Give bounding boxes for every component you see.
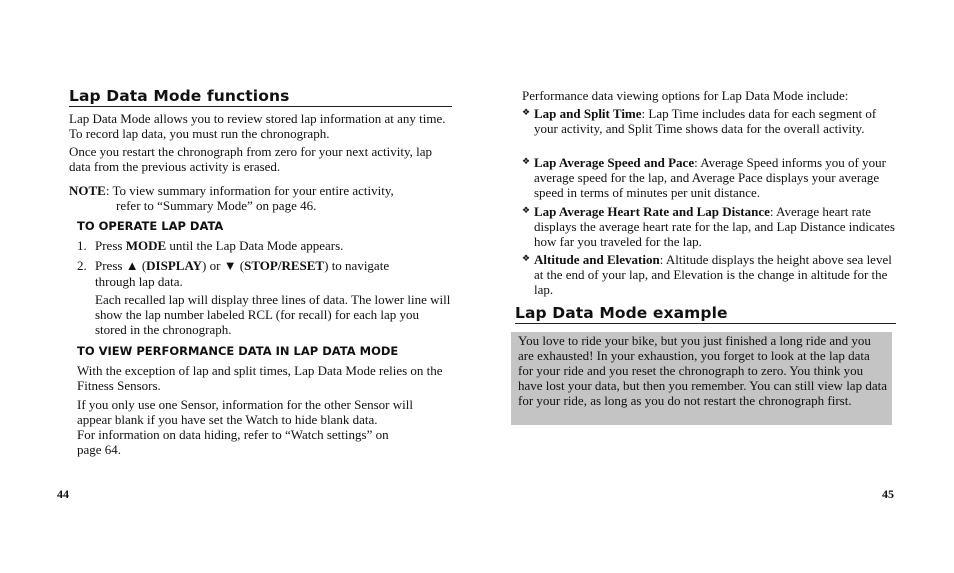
step-2-detail: Each recalled lap will display three lines of data. The lower line will show the lap number labeled RCL (for recall) for each lap you stored in the chronograph. bbox=[95, 292, 451, 337]
note-label: NOTE bbox=[69, 183, 106, 198]
display-key: DISPLAY bbox=[146, 258, 203, 273]
step-2-part-e: ) to navigate bbox=[324, 258, 390, 273]
paragraph-intro: Lap Data Mode allows you to review stored lap information at any time. To record lap data, you must run the chronograph. bbox=[69, 111, 446, 141]
diamond-bullet-icon: ❖ bbox=[522, 253, 531, 263]
bullet-lap-split-title: Lap and Split Time bbox=[534, 106, 642, 121]
paragraph-sensor-line-3: For information on data hiding, refer to “Watch settings” on bbox=[77, 427, 389, 442]
step-2-part-a: Press ▲ ( bbox=[95, 258, 147, 273]
bullet-lap-split-text: : Lap Time includes data for each segment of your activity, and Split Time shows data for the overall activity. bbox=[534, 106, 877, 136]
diamond-bullet-icon: ❖ bbox=[522, 205, 531, 215]
page-number-left: 44 bbox=[57, 487, 69, 501]
mode-key: MODE bbox=[125, 238, 167, 253]
step-1-number: 1. bbox=[77, 238, 87, 253]
section-heading-lap-data-example: Lap Data Mode example bbox=[515, 304, 896, 324]
bullet-altitude-text: : Altitude displays the height above sea level at the end of your lap, and Elevation is the change in altitude for the lap. bbox=[534, 252, 892, 297]
subheading-operate-lap-data: TO OPERATE LAP DATA bbox=[77, 219, 224, 233]
step-2-part-c: ) or ▼ ( bbox=[202, 258, 245, 273]
diamond-bullet-icon: ❖ bbox=[522, 107, 531, 117]
note-line-1 bbox=[69, 183, 453, 198]
diamond-bullet-icon: ❖ bbox=[522, 156, 531, 166]
stop-reset-key: STOP/RESET bbox=[244, 258, 325, 273]
section-heading-lap-data-functions: Lap Data Mode functions bbox=[69, 87, 452, 107]
bullet-lap-split bbox=[534, 106, 896, 136]
step-2-number: 2. bbox=[77, 258, 87, 273]
bullet-heart-rate-title: Lap Average Heart Rate and Lap Distance bbox=[534, 204, 770, 219]
step-1-part-a: Press bbox=[95, 238, 126, 253]
bullet-altitude-title: Altitude and Elevation bbox=[534, 252, 660, 267]
step-2-line-2: through lap data. bbox=[95, 274, 183, 289]
paragraph-sensor-line-2: appear blank if you have set the Watch to hide blank data. bbox=[77, 412, 378, 427]
bullet-heart-rate-distance bbox=[534, 204, 898, 249]
bullet-heart-rate-text: : Average heart rate displays the average heart rate for the lap, and Lap Distance indicates how far you traveled for the lap. bbox=[534, 204, 895, 249]
performance-intro: Performance data viewing options for Lap Data Mode include: bbox=[522, 88, 849, 103]
paragraph-sensor-line-4: page 64. bbox=[77, 442, 122, 457]
bullet-speed-pace-title: Lap Average Speed and Pace bbox=[534, 155, 695, 170]
bullet-altitude-elevation bbox=[534, 252, 894, 297]
example-text: You love to ride your bike, but you just finished a long ride and you are exhausted! In your exhaustion, you forget to look at the lap data for your ride and you reset the chronograph to zero. You think you have lost your data, but then you remember. You can still view lap data for your ride, as long as you do not restart the chronograph first. bbox=[518, 333, 887, 408]
bullet-speed-pace-text: : Average Speed informs you of your average speed for the lap, and Average Pace displays your average speed in terms of minutes per unit distance. bbox=[534, 155, 886, 200]
paragraph-restart: Once you restart the chronograph from zero for your next activity, lap data from the previous activity is erased. bbox=[69, 144, 433, 174]
paragraph-sensor-line-1: If you only use one Sensor, information for the other Sensor will bbox=[77, 397, 413, 412]
step-2-text bbox=[95, 258, 455, 273]
note-line-2: refer to “Summary Mode” on page 46. bbox=[116, 198, 317, 213]
page-number-right: 45 bbox=[882, 487, 894, 501]
step-1-part-c: until the Lap Data Mode appears. bbox=[166, 238, 344, 253]
note-text: : To view summary information for your entire activity, bbox=[105, 183, 394, 198]
subheading-view-performance-data: TO VIEW PERFORMANCE DATA IN LAP DATA MODE bbox=[77, 344, 399, 358]
step-1-text bbox=[95, 238, 455, 253]
paragraph-fitness-sensors: With the exception of lap and split times, Lap Data Mode relies on the Fitness Sensors. bbox=[77, 363, 443, 393]
bullet-speed-pace bbox=[534, 155, 898, 200]
